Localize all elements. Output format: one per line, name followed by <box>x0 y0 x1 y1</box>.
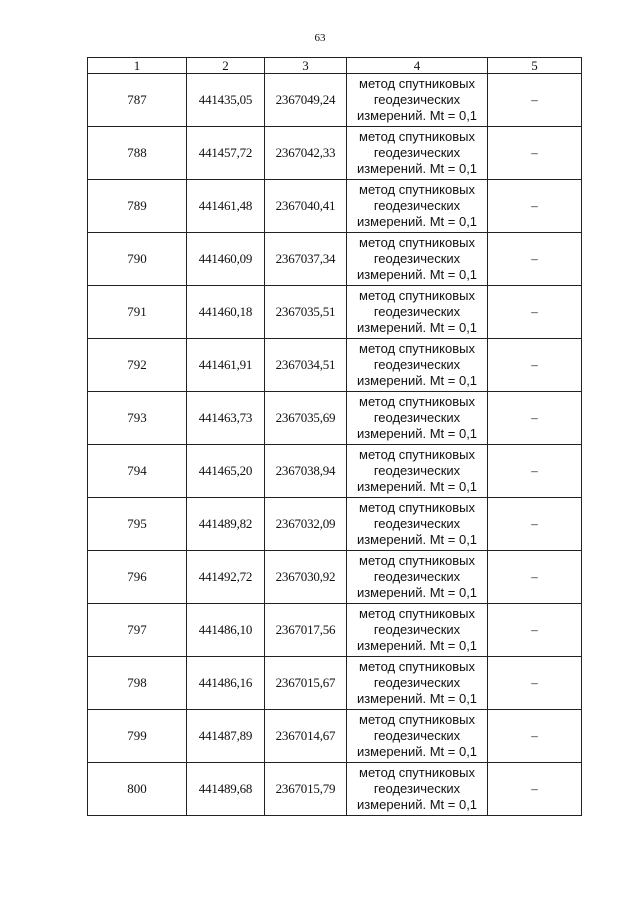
point-number-cell: 796 <box>88 551 187 604</box>
y-coordinate-cell: 2367032,09 <box>265 498 347 551</box>
method-cell <box>347 604 488 657</box>
method-line-1: метод спутниковых <box>359 553 475 568</box>
method-cell <box>347 445 488 498</box>
x-coordinate-cell: 441487,89 <box>187 710 265 763</box>
note-cell: – <box>488 657 582 710</box>
method-line-1: метод спутниковых <box>359 394 475 409</box>
header-row <box>88 58 582 74</box>
method-line-3: измерений. Mt = 0,1 <box>356 373 478 388</box>
method-cell <box>347 657 488 710</box>
method-line-1: метод спутниковых <box>359 76 475 91</box>
x-coordinate-cell: 441435,05 <box>187 74 265 127</box>
method-cell <box>347 180 488 233</box>
header-col-3: 3 <box>265 58 347 74</box>
y-coordinate-cell: 2367042,33 <box>265 127 347 180</box>
point-number-cell: 788 <box>88 127 187 180</box>
point-number-cell: 798 <box>88 657 187 710</box>
table-header <box>88 58 582 74</box>
method-line-2: геодезических <box>373 569 461 584</box>
table-body <box>88 74 582 816</box>
method-line-1: метод спутниковых <box>359 341 475 356</box>
table-row <box>88 180 582 233</box>
method-line-2: геодезических <box>373 145 461 160</box>
y-coordinate-cell: 2367037,34 <box>265 233 347 286</box>
x-coordinate-cell: 441463,73 <box>187 392 265 445</box>
x-coordinate-cell: 441492,72 <box>187 551 265 604</box>
y-coordinate-cell: 2367034,51 <box>265 339 347 392</box>
method-line-2: геодезических <box>373 251 461 266</box>
coordinates-table <box>87 57 582 816</box>
method-line-2: геодезических <box>373 357 461 372</box>
point-number-cell: 799 <box>88 710 187 763</box>
page-number: 63 <box>314 32 326 44</box>
method-cell <box>347 339 488 392</box>
point-number-cell: 795 <box>88 498 187 551</box>
note-cell: – <box>488 710 582 763</box>
x-coordinate-cell: 441460,18 <box>187 286 265 339</box>
y-coordinate-cell: 2367030,92 <box>265 551 347 604</box>
note-cell: – <box>488 551 582 604</box>
method-line-2: геодезических <box>373 304 461 319</box>
header-col-5: 5 <box>488 58 582 74</box>
method-line-1: метод спутниковых <box>359 447 475 462</box>
point-number-cell: 792 <box>88 339 187 392</box>
point-number-cell: 790 <box>88 233 187 286</box>
note-cell: – <box>488 127 582 180</box>
method-line-3: измерений. Mt = 0,1 <box>356 744 478 759</box>
method-line-3: измерений. Mt = 0,1 <box>356 638 478 653</box>
note-cell: – <box>488 339 582 392</box>
method-line-2: геодезических <box>373 622 461 637</box>
method-line-2: геодезических <box>373 198 461 213</box>
method-cell <box>347 233 488 286</box>
y-coordinate-cell: 2367017,56 <box>265 604 347 657</box>
method-line-2: геодезических <box>373 516 461 531</box>
table-row <box>88 604 582 657</box>
method-cell <box>347 710 488 763</box>
table-row <box>88 74 582 127</box>
y-coordinate-cell: 2367014,67 <box>265 710 347 763</box>
method-line-1: метод спутниковых <box>359 712 475 727</box>
header-col-4: 4 <box>347 58 488 74</box>
method-line-1: метод спутниковых <box>359 659 475 674</box>
method-cell <box>347 498 488 551</box>
method-line-3: измерений. Mt = 0,1 <box>356 320 478 335</box>
y-coordinate-cell: 2367035,51 <box>265 286 347 339</box>
table-row <box>88 392 582 445</box>
y-coordinate-cell: 2367040,41 <box>265 180 347 233</box>
x-coordinate-cell: 441486,10 <box>187 604 265 657</box>
table-row <box>88 763 582 816</box>
method-cell <box>347 286 488 339</box>
y-coordinate-cell: 2367015,67 <box>265 657 347 710</box>
method-line-3: измерений. Mt = 0,1 <box>356 214 478 229</box>
method-line-3: измерений. Mt = 0,1 <box>356 108 478 123</box>
x-coordinate-cell: 441465,20 <box>187 445 265 498</box>
table-row <box>88 551 582 604</box>
table-row <box>88 127 582 180</box>
point-number-cell: 789 <box>88 180 187 233</box>
note-cell: – <box>488 763 582 816</box>
x-coordinate-cell: 441461,91 <box>187 339 265 392</box>
note-cell: – <box>488 445 582 498</box>
point-number-cell: 787 <box>88 74 187 127</box>
point-number-cell: 797 <box>88 604 187 657</box>
method-line-1: метод спутниковых <box>359 235 475 250</box>
table-row <box>88 445 582 498</box>
x-coordinate-cell: 441461,48 <box>187 180 265 233</box>
x-coordinate-cell: 441489,82 <box>187 498 265 551</box>
method-line-3: измерений. Mt = 0,1 <box>356 797 478 812</box>
method-line-3: измерений. Mt = 0,1 <box>356 691 478 706</box>
table-row <box>88 339 582 392</box>
method-line-1: метод спутниковых <box>359 606 475 621</box>
x-coordinate-cell: 441486,16 <box>187 657 265 710</box>
note-cell: – <box>488 286 582 339</box>
note-cell: – <box>488 498 582 551</box>
note-cell: – <box>488 233 582 286</box>
y-coordinate-cell: 2367038,94 <box>265 445 347 498</box>
y-coordinate-cell: 2367049,24 <box>265 74 347 127</box>
x-coordinate-cell: 441460,09 <box>187 233 265 286</box>
method-line-2: геодезических <box>373 728 461 743</box>
method-line-3: измерений. Mt = 0,1 <box>356 585 478 600</box>
method-line-1: метод спутниковых <box>359 288 475 303</box>
table-row <box>88 286 582 339</box>
method-line-1: метод спутниковых <box>359 182 475 197</box>
note-cell: – <box>488 392 582 445</box>
x-coordinate-cell: 441489,68 <box>187 763 265 816</box>
y-coordinate-cell: 2367035,69 <box>265 392 347 445</box>
method-cell <box>347 392 488 445</box>
header-col-1: 1 <box>88 58 187 74</box>
point-number-cell: 800 <box>88 763 187 816</box>
method-line-3: измерений. Mt = 0,1 <box>356 267 478 282</box>
note-cell: – <box>488 180 582 233</box>
method-line-2: геодезических <box>373 410 461 425</box>
method-line-3: измерений. Mt = 0,1 <box>356 161 478 176</box>
point-number-cell: 794 <box>88 445 187 498</box>
point-number-cell: 791 <box>88 286 187 339</box>
method-line-3: измерений. Mt = 0,1 <box>356 532 478 547</box>
table-row <box>88 657 582 710</box>
note-cell: – <box>488 604 582 657</box>
method-line-2: геодезических <box>373 463 461 478</box>
method-line-3: измерений. Mt = 0,1 <box>356 479 478 494</box>
x-coordinate-cell: 441457,72 <box>187 127 265 180</box>
table-row <box>88 710 582 763</box>
table-row <box>88 498 582 551</box>
method-cell <box>347 127 488 180</box>
method-line-1: метод спутниковых <box>359 500 475 515</box>
table-row <box>88 233 582 286</box>
method-line-1: метод спутниковых <box>359 129 475 144</box>
method-line-2: геодезических <box>373 781 461 796</box>
method-line-2: геодезических <box>373 92 461 107</box>
method-line-3: измерений. Mt = 0,1 <box>356 426 478 441</box>
note-cell: – <box>488 74 582 127</box>
method-cell <box>347 551 488 604</box>
point-number-cell: 793 <box>88 392 187 445</box>
method-line-2: геодезических <box>373 675 461 690</box>
method-line-1: метод спутниковых <box>359 765 475 780</box>
method-cell <box>347 763 488 816</box>
header-col-2: 2 <box>187 58 265 74</box>
y-coordinate-cell: 2367015,79 <box>265 763 347 816</box>
method-cell <box>347 74 488 127</box>
